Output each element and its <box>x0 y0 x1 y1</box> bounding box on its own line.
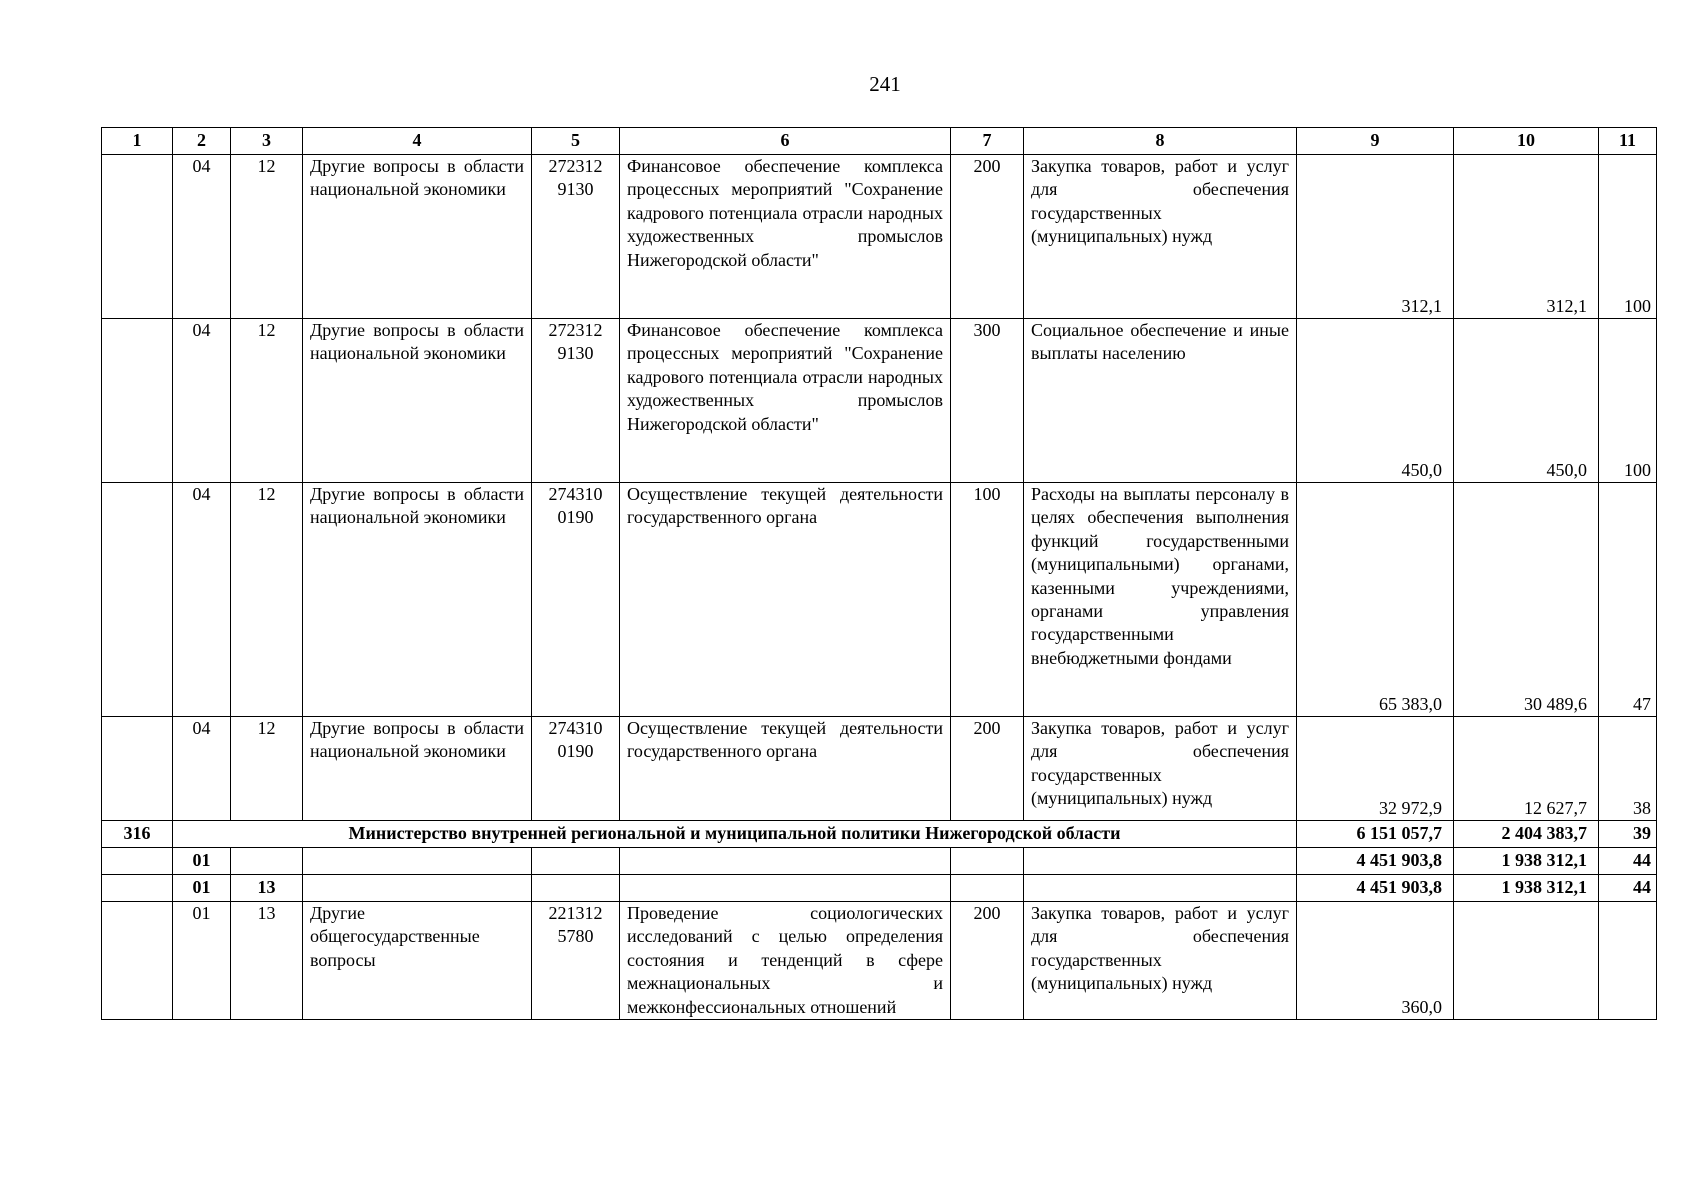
expense-type-name-cell: Закупка товаров, работ и услуг для обеспечения государственных (муниципальных) нужд <box>1024 902 1297 1020</box>
execution-percent-cell: 100 <box>1599 319 1657 483</box>
execution-percent-cell: 38 <box>1599 717 1657 821</box>
execution-percent-cell: 100 <box>1599 155 1657 319</box>
column-header: 4 <box>303 128 532 155</box>
admin-code-cell: 316 <box>102 821 173 848</box>
section-name-cell: Другие вопросы в области национальной экономики <box>303 717 532 821</box>
column-header: 1 <box>102 128 173 155</box>
admin-code-cell <box>102 155 173 319</box>
admin-code-cell <box>102 902 173 1020</box>
column-header: 7 <box>951 128 1024 155</box>
table-row <box>102 902 1657 1020</box>
subsection-code-cell: 12 <box>231 717 303 821</box>
column-header: 11 <box>1599 128 1657 155</box>
target-article-cell: 272312 9130 <box>532 319 620 483</box>
table-row <box>102 319 1657 483</box>
section-name-cell <box>303 875 532 902</box>
article-name-cell: Осуществление текущей деятельности государственного органа <box>620 717 951 821</box>
expense-type-name-cell <box>1024 848 1297 875</box>
execution-percent-cell: 39 <box>1599 821 1657 848</box>
ministry-total-row <box>102 821 1657 848</box>
expense-type-code-cell <box>951 848 1024 875</box>
subsection-code-cell: 13 <box>231 902 303 1020</box>
target-article-cell: 272312 9130 <box>532 155 620 319</box>
column-header: 10 <box>1454 128 1599 155</box>
execution-percent-cell: 47 <box>1599 483 1657 717</box>
section-code-cell: 01 <box>173 848 231 875</box>
planned-amount-cell: 4 451 903,8 <box>1297 848 1454 875</box>
page-number: 241 <box>869 72 901 96</box>
expense-type-name-cell: Закупка товаров, работ и услуг для обеспечения государственных (муниципальных) нужд <box>1024 717 1297 821</box>
execution-percent-cell <box>1599 902 1657 1020</box>
planned-amount-cell: 4 451 903,8 <box>1297 875 1454 902</box>
article-name-cell: Осуществление текущей деятельности государственного органа <box>620 483 951 717</box>
subsection-code-cell: 13 <box>231 875 303 902</box>
section-code-cell: 04 <box>173 155 231 319</box>
expense-type-name-cell: Социальное обеспечение и иные выплаты населению <box>1024 319 1297 483</box>
article-name-cell <box>620 848 951 875</box>
section-name-cell: Другие вопросы в области национальной экономики <box>303 319 532 483</box>
article-name-cell <box>620 875 951 902</box>
admin-code-cell <box>102 717 173 821</box>
executed-amount-cell: 30 489,6 <box>1454 483 1599 717</box>
expense-type-code-cell <box>951 875 1024 902</box>
target-article-cell <box>532 848 620 875</box>
article-name-cell: Проведение социологических исследований с целью определения состояния и тенденций в сфере межнациональных и межконфессиональных отношений <box>620 902 951 1020</box>
planned-amount-cell: 360,0 <box>1297 902 1454 1020</box>
planned-amount-cell: 6 151 057,7 <box>1297 821 1454 848</box>
executed-amount-cell: 12 627,7 <box>1454 717 1599 821</box>
admin-code-cell <box>102 875 173 902</box>
admin-code-cell <box>102 848 173 875</box>
execution-percent-cell: 44 <box>1599 875 1657 902</box>
planned-amount-cell: 450,0 <box>1297 319 1454 483</box>
executed-amount-cell: 2 404 383,7 <box>1454 821 1599 848</box>
executed-amount-cell: 1 938 312,1 <box>1454 848 1599 875</box>
column-header: 3 <box>231 128 303 155</box>
section-code-cell: 04 <box>173 319 231 483</box>
section-total-row <box>102 848 1657 875</box>
section-code-cell: 01 <box>173 875 231 902</box>
subsection-code-cell: 12 <box>231 155 303 319</box>
article-name-cell: Финансовое обеспечение комплекса процессных мероприятий "Сохранение кадрового потенциала отрасли народных художественных промыслов Нижегородской области" <box>620 155 951 319</box>
executed-amount-cell <box>1454 902 1599 1020</box>
target-article-cell <box>532 875 620 902</box>
section-name-cell: Другие вопросы в области национальной экономики <box>303 483 532 717</box>
target-article-cell: 221312 5780 <box>532 902 620 1020</box>
section-code-cell: 04 <box>173 717 231 821</box>
column-header: 8 <box>1024 128 1297 155</box>
column-header: 5 <box>532 128 620 155</box>
section-name-cell: Другие вопросы в области национальной экономики <box>303 155 532 319</box>
subsection-code-cell: 12 <box>231 483 303 717</box>
expense-type-name-cell <box>1024 875 1297 902</box>
admin-code-cell <box>102 319 173 483</box>
subsection-code-cell <box>231 848 303 875</box>
expense-type-code-cell: 100 <box>951 483 1024 717</box>
expense-type-code-cell: 200 <box>951 155 1024 319</box>
expense-type-code-cell: 200 <box>951 902 1024 1020</box>
table-header-row <box>102 128 1657 155</box>
section-code-cell: 01 <box>173 902 231 1020</box>
planned-amount-cell: 312,1 <box>1297 155 1454 319</box>
executed-amount-cell: 1 938 312,1 <box>1454 875 1599 902</box>
subsection-code-cell: 12 <box>231 319 303 483</box>
execution-percent-cell: 44 <box>1599 848 1657 875</box>
target-article-cell: 274310 0190 <box>532 483 620 717</box>
executed-amount-cell: 312,1 <box>1454 155 1599 319</box>
column-header: 2 <box>173 128 231 155</box>
expense-type-code-cell: 300 <box>951 319 1024 483</box>
expense-type-name-cell: Расходы на выплаты персоналу в целях обеспечения выполнения функций государственными (муниципальными) органами, казенными учреждениями, органами управления государственными внебюджетными фондами <box>1024 483 1297 717</box>
planned-amount-cell: 32 972,9 <box>1297 717 1454 821</box>
planned-amount-cell: 65 383,0 <box>1297 483 1454 717</box>
column-header: 6 <box>620 128 951 155</box>
expense-type-name-cell: Закупка товаров, работ и услуг для обеспечения государственных (муниципальных) нужд <box>1024 155 1297 319</box>
table-row <box>102 155 1657 319</box>
section-name-cell: Другие общегосударственные вопросы <box>303 902 532 1020</box>
expense-type-code-cell: 200 <box>951 717 1024 821</box>
section-name-cell <box>303 848 532 875</box>
subsection-total-row <box>102 875 1657 902</box>
ministry-name-cell: Министерство внутренней региональной и муниципальной политики Нижегородской области <box>173 821 1297 848</box>
budget-table <box>101 127 1657 1020</box>
admin-code-cell <box>102 483 173 717</box>
target-article-cell: 274310 0190 <box>532 717 620 821</box>
table-row <box>102 483 1657 717</box>
table-row <box>102 717 1657 821</box>
section-code-cell: 04 <box>173 483 231 717</box>
column-header: 9 <box>1297 128 1454 155</box>
executed-amount-cell: 450,0 <box>1454 319 1599 483</box>
article-name-cell: Финансовое обеспечение комплекса процессных мероприятий "Сохранение кадрового потенциала отрасли народных художественных промыслов Нижегородской области" <box>620 319 951 483</box>
